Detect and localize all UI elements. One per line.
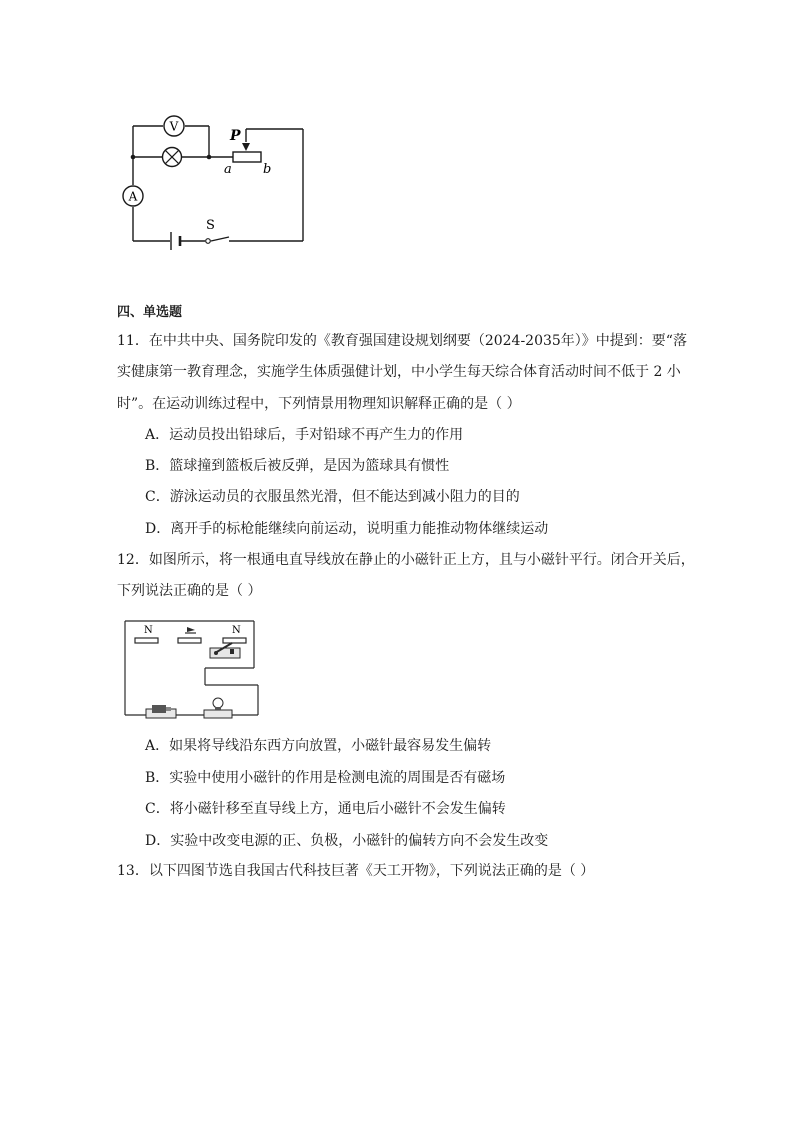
q11-option-a: A．运动员投出铅球后，手对铅球不再产生力的作用	[145, 427, 464, 443]
knife-switch-icon	[210, 643, 240, 658]
north-label-right: N	[232, 625, 241, 636]
q11-stem-line2: 实健康第一教育理念，实施学生体质强健计划，中小学生每天综合体育活动时间不低于 2 小	[117, 364, 681, 380]
north-label-left: N	[144, 625, 153, 636]
q12-option-a: A．如果将导线沿东西方向放置，小磁针最容易发生偏转	[145, 738, 492, 754]
battery-holder-icon	[146, 705, 176, 718]
switch-label: S	[206, 218, 215, 233]
q11-stem-line1: 11．在中共中央、国务院印发的《教育强国建设规划纲要（2024-2035年）》中提到：要“落	[117, 333, 687, 349]
compass-needle-right	[223, 638, 246, 643]
lamp-symbol	[163, 148, 182, 167]
rheostat-label-a: a	[224, 162, 232, 177]
q12-option-b: B．实验中使用小磁针的作用是检测电流的周围是否有磁场	[145, 770, 506, 786]
q12-stem-line1: 12．如图所示，将一根通电直导线放在静止的小磁针正上方，且与小磁针平行。闭合开关后，	[117, 552, 695, 568]
slider-label-p: P	[230, 128, 241, 144]
q11-stem-line3: 时”。在运动训练过程中，下列情景用物理知识解释正确的是（ ）	[117, 396, 521, 412]
compass-needle-middle	[178, 638, 201, 643]
q11-option-c: C．游泳运动员的衣服虽然光滑，但不能达到减小阻力的目的	[145, 489, 520, 505]
q12-stem-line2: 下列说法正确的是（ ）	[117, 583, 262, 599]
battery-symbol	[171, 232, 180, 250]
ammeter-label: A	[128, 189, 138, 204]
q12-option-d: D．实验中改变电源的正、负极，小磁针的偏转方向不会发生改变	[145, 833, 549, 849]
switch-symbol	[206, 239, 211, 244]
q11-option-d: D．离开手的标枪能继续向前运动，说明重力能推动物体继续运动	[145, 521, 549, 537]
section-title: 四、单选题	[117, 305, 183, 320]
circuit-diagram	[115, 115, 315, 255]
voltmeter-label: V	[169, 119, 179, 134]
rheostat-label-b: b	[263, 162, 272, 177]
experiment-figure	[118, 613, 268, 723]
compass-needle-left	[135, 638, 158, 643]
q11-option-b: B．篮球撞到篮板后被反弹，是因为篮球具有惯性	[145, 458, 450, 474]
q12-option-c: C．将小磁针移至直导线上方，通电后小磁针不会发生偏转	[145, 801, 506, 817]
q13-stem-line1: 13．以下四图节选自我国古代科技巨著《天工开物》，下列说法正确的是（ ）	[117, 863, 595, 879]
bulb-base-icon	[204, 698, 232, 718]
flag-icon	[185, 627, 196, 633]
